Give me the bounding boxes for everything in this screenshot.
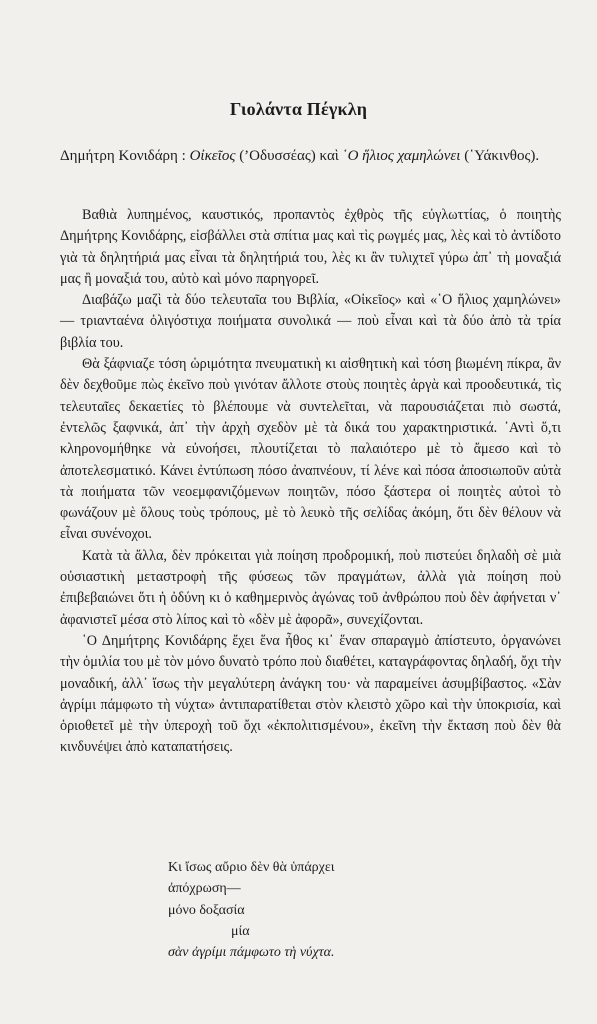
citation-author: Δημήτρη Κονιδάρη :	[60, 148, 190, 164]
poem-excerpt	[168, 857, 335, 963]
paragraph: Θὰ ξάφνιαζε τόση ὡριμότητα πνευματικὴ κι αἰσθητικὴ καὶ τόση βιωμένη πίκρα, ἂν δὲν δεχθοῦμε πὼς ἐκεῖνο ποὺ γινόταν ἄλλοτε στοὺς ποιητὲς ἀργὰ καὶ προοδευτικά, τὶς τελευταῖες δεκαετίες τὸ βλέπουμε νὰ συντελεῖται, νὰ παρουσιάζεται πιὸ σωστά, ἐντελῶς ξαφνικά, ἀπ᾿ τὴν ἀρχὴ σχεδὸν μὲ τὰ δικά του χαρακτηριστικά. ᾿Αντὶ ὅ,τι κληρονομήθηκε νὰ εὐνοήσει, πλουτίζεται τὸ παλαιότερο μὲ τὸ ἄμεσο καὶ τὸ ἀποτελεσματικό. Κάνει ἐντύπωση πόσο ἀναπνέουν, τί λένε καὶ πόσα ἀποσιωποῦν αὐτὰ τὰ ποιήματα τῶν νεοεμφανιζόμενων ποιητῶν, πόσο ξάστερα οἱ ποιητὲς αὐτοὶ τὸ φωνάζουν μὲ ὅλους τοὺς τρόπους, μὲ τὸ λευκὸ τῆς σελίδας ἀκόμη, ὅτι δὲν θέλουν νὰ εἶναι συνένοχοι.	[60, 356, 561, 543]
source-citation	[60, 145, 561, 168]
paragraph: Βαθιὰ λυπημένος, καυστικός, προπαντὸς ἐχθρὸς τῆς εὐγλωττίας, ὁ ποιητὴς Δημήτρης Κονιδάρης, εἰσβάλλει στὰ σπίτια μας καὶ τὶς ρωγμές μας, λὲς καὶ τὸ ἀντίδοτο γιὰ τὰ δηλητήριά μας εἶναι τὰ δηλητήριά του, λὲς κι ἂν τυλιχτεῖ γύρω ἀπ᾿ τὴ μοναξιά μας ἢ μοναξιά του, αὐτὸ καὶ μόνο παρηγορεῖ.	[60, 207, 561, 287]
poem-line: ἀπόχρωση—	[168, 881, 241, 897]
paragraph: Κατὰ τὰ ἄλλα, δὲν πρόκειται γιὰ ποίηση προδρομική, ποὺ πιστεύει δηλαδὴ σὲ μιὰ οὐσιαστικὴ μεταστροφὴ τῆς φύσεως τῶν πραγμάτων, ἀλλὰ γιὰ ποίηση ποὺ ἐπιβεβαιώνει ὅτι ἡ ὀδύνη κι ὁ καθημερινὸς ἀγώνας τοῦ ἀνθρώπου ποὺ δὲν ἀφήνεται ν᾿ ἀφανιστεῖ μέσα στὸ λίπος καὶ τὸ «δὲν μὲ ἀφορᾶ», συνεχίζονται.	[60, 547, 561, 628]
paragraph: ῾Ο Δημήτρης Κονιδάρης ἔχει ἕνα ἦθος κι᾿ ἕναν σπαραγμὸ ἀπίστευτο, ὀργανώνει τὴν ὁμιλία του μὲ τὸν μόνο δυνατὸ τρόπο ποὺ διαθέτει, καταγράφοντας δηλαδή, ὄχι τὴν μοναδική, ἀλλ᾿ ἴσως τὴν μεγαλύτερη ἀνάγκη του· νὰ παραμείνει ἀσυμβίβαστος. «Σὰν ἀγρίμι πάμφωτο τὴ νύχτα» ἀντιπαρατίθεται στὸν κλειστὸ χῶρο καὶ τὴν ὑποκρισία, καὶ ὁριοθετεῖ μὲ τὴν ὑπεροχὴ τοῦ ὄχι «ἐκπολιτισμένου», ἐκεῖνη τὴν ἔκταση ποὺ δὲν θὰ κινδυνέψει ἀπὸ καταπατήσεις.	[60, 632, 561, 756]
citation-publisher: (῾Υάκινθος).	[460, 148, 540, 164]
citation-publisher-and: (’Οδυσσέας) καὶ	[235, 148, 343, 164]
poem-line: σὰν ἀγρίμι πάμφωτο τὴ νύχτα.	[168, 945, 335, 961]
citation-title-oikeios: Οἰκεῖος	[189, 148, 236, 164]
citation-title-o-ilios: ῾Ο ἥλιος χαμηλώνει	[342, 148, 461, 164]
paragraph: Διαβάζω μαζὶ τὰ δύο τελευταῖα του Βιβλία, «Οἰκεῖος» καὶ «῾Ο ἥλιος χαμηλώνει» — τριανταένα ὀλιγόστιχα ποιήματα συνολικά — ποὺ εἶναι καὶ τὰ δύο ἀπὸ τὰ τρία βιβλία του.	[60, 292, 561, 351]
poem-line: μόνο δοξασία	[168, 902, 245, 918]
article-body	[60, 205, 561, 759]
author-heading: Γιολάντα Πέγκλη	[229, 99, 368, 119]
poem-line: Κι ἴσως αὔριο δὲν θὰ ὑπάρχει	[168, 860, 335, 875]
poem-line: μία	[231, 923, 250, 939]
